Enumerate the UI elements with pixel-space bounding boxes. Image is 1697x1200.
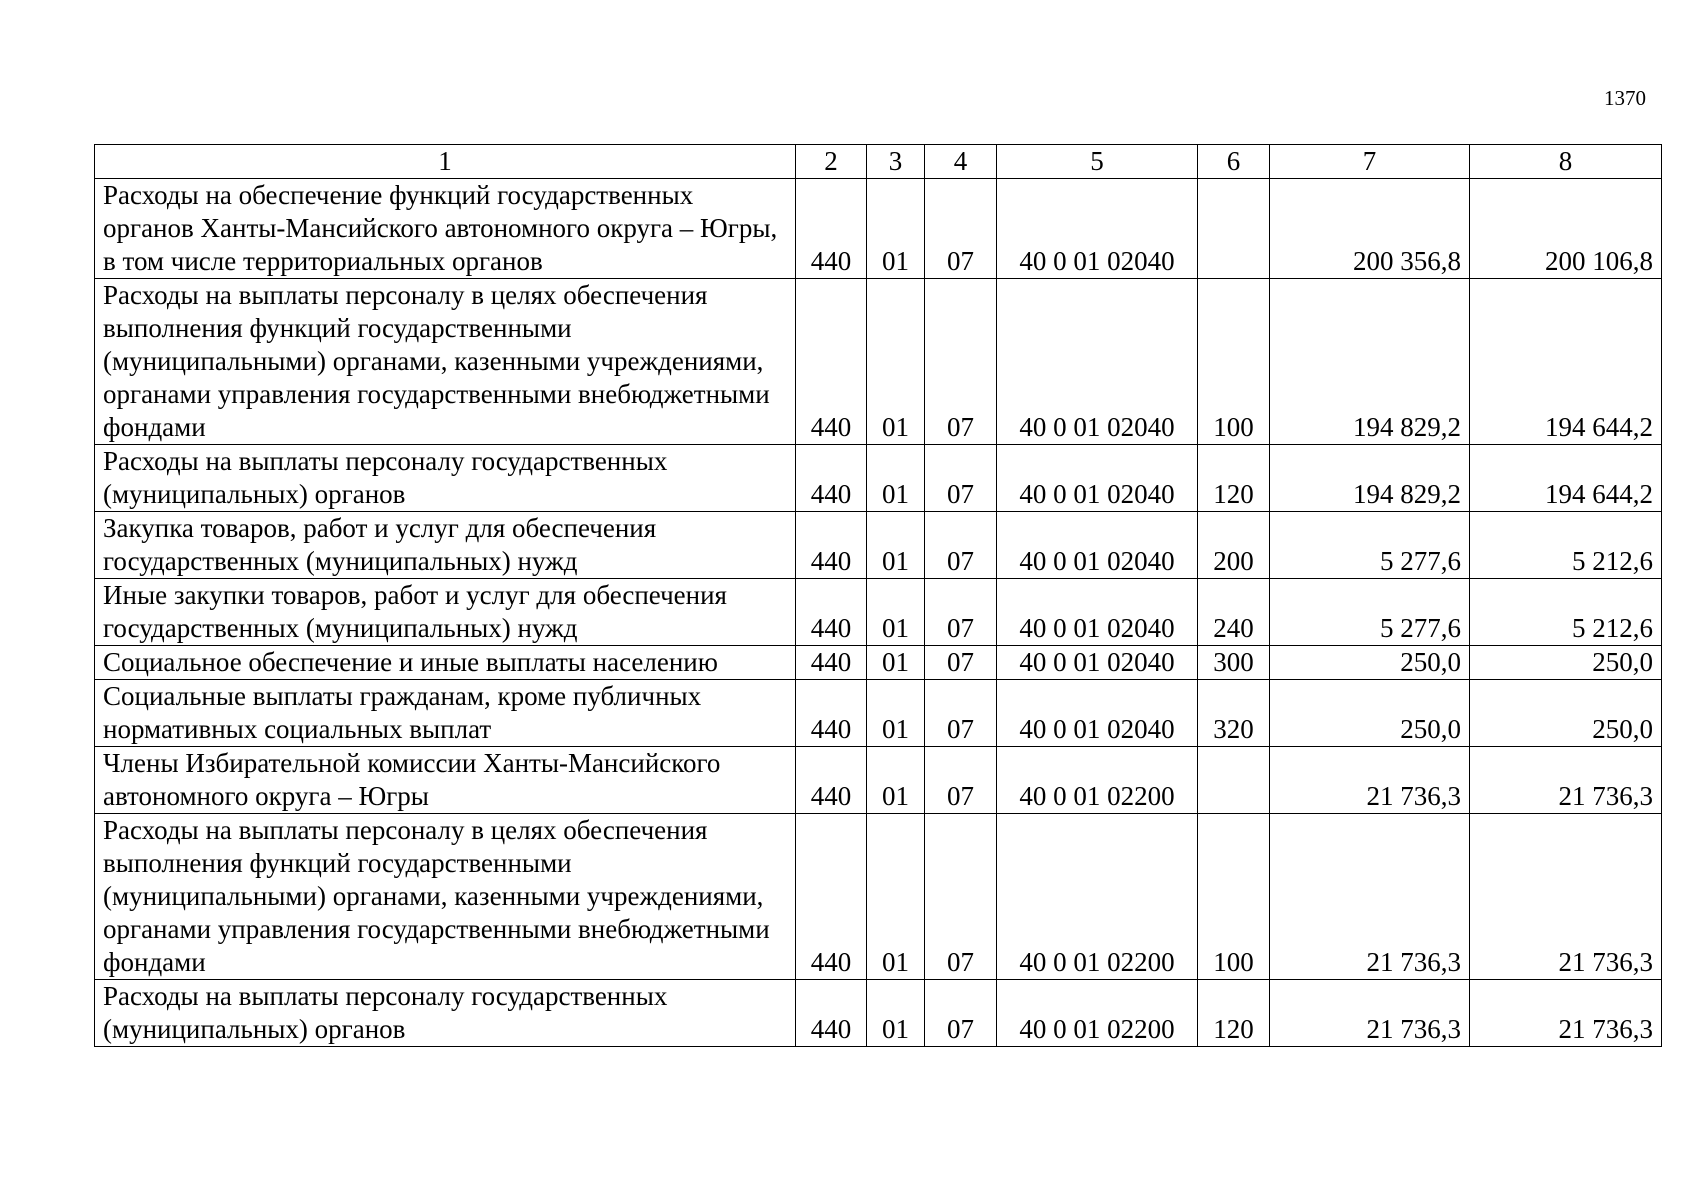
expense-name-cell: Расходы на выплаты персоналу государственных (муниципальных) органов	[95, 445, 796, 512]
ministry-code-cell: 440	[796, 279, 867, 445]
amount-col8-cell: 250,0	[1470, 646, 1662, 680]
table-row	[95, 814, 1662, 980]
column-header: 6	[1198, 145, 1270, 179]
section-code-cell: 01	[867, 680, 925, 747]
table-body	[95, 145, 1662, 1047]
expense-type-cell: 120	[1198, 980, 1270, 1047]
amount-col7-cell: 194 829,2	[1270, 445, 1470, 512]
amount-col8-cell: 21 736,3	[1470, 980, 1662, 1047]
amount-col7-cell: 21 736,3	[1270, 980, 1470, 1047]
expense-name-cell: Закупка товаров, работ и услуг для обеспечения государственных (муниципальных) нужд	[95, 512, 796, 579]
column-header: 2	[796, 145, 867, 179]
table-row	[95, 179, 1662, 279]
section-code-cell: 01	[867, 579, 925, 646]
ministry-code-cell: 440	[796, 579, 867, 646]
ministry-code-cell: 440	[796, 980, 867, 1047]
amount-col8-cell: 200 106,8	[1470, 179, 1662, 279]
target-article-cell: 40 0 01 02040	[997, 512, 1198, 579]
page-number: 1370	[1604, 86, 1646, 110]
table-row	[95, 680, 1662, 747]
expense-name-cell: Социальное обеспечение и иные выплаты населению	[95, 646, 796, 680]
target-article-cell: 40 0 01 02040	[997, 646, 1198, 680]
column-header: 1	[95, 145, 796, 179]
target-article-cell: 40 0 01 02040	[997, 179, 1198, 279]
subsection-code-cell: 07	[925, 445, 997, 512]
section-code-cell: 01	[867, 279, 925, 445]
amount-col8-cell: 5 212,6	[1470, 579, 1662, 646]
amount-col7-cell: 250,0	[1270, 646, 1470, 680]
expense-name-cell: Расходы на выплаты персоналу государственных (муниципальных) органов	[95, 980, 796, 1047]
subsection-code-cell: 07	[925, 646, 997, 680]
table-header-row	[95, 145, 1662, 179]
amount-col8-cell: 21 736,3	[1470, 814, 1662, 980]
target-article-cell: 40 0 01 02200	[997, 814, 1198, 980]
target-article-cell: 40 0 01 02040	[997, 279, 1198, 445]
amount-col7-cell: 21 736,3	[1270, 747, 1470, 814]
amount-col7-cell: 5 277,6	[1270, 579, 1470, 646]
column-header: 7	[1270, 145, 1470, 179]
table-row	[95, 512, 1662, 579]
table-row	[95, 980, 1662, 1047]
expense-type-cell	[1198, 747, 1270, 814]
target-article-cell: 40 0 01 02200	[997, 747, 1198, 814]
column-header: 3	[867, 145, 925, 179]
ministry-code-cell: 440	[796, 680, 867, 747]
ministry-code-cell: 440	[796, 512, 867, 579]
amount-col8-cell: 5 212,6	[1470, 512, 1662, 579]
expense-type-cell: 200	[1198, 512, 1270, 579]
section-code-cell: 01	[867, 747, 925, 814]
subsection-code-cell: 07	[925, 579, 997, 646]
subsection-code-cell: 07	[925, 279, 997, 445]
target-article-cell: 40 0 01 02200	[997, 980, 1198, 1047]
amount-col8-cell: 250,0	[1470, 680, 1662, 747]
expense-name-cell: Расходы на выплаты персоналу в целях обеспечения выполнения функций государственными (муниципальными) органами, казенными учреждениями, органами управления государственными внебюджетными фондами	[95, 814, 796, 980]
target-article-cell: 40 0 01 02040	[997, 445, 1198, 512]
section-code-cell: 01	[867, 445, 925, 512]
target-article-cell: 40 0 01 02040	[997, 680, 1198, 747]
amount-col7-cell: 250,0	[1270, 680, 1470, 747]
amount-col7-cell: 5 277,6	[1270, 512, 1470, 579]
ministry-code-cell: 440	[796, 814, 867, 980]
amount-col8-cell: 194 644,2	[1470, 445, 1662, 512]
subsection-code-cell: 07	[925, 747, 997, 814]
column-header: 4	[925, 145, 997, 179]
expense-name-cell: Расходы на выплаты персоналу в целях обеспечения выполнения функций государственными (муниципальными) органами, казенными учреждениями, органами управления государственными внебюджетными фондами	[95, 279, 796, 445]
expense-type-cell: 240	[1198, 579, 1270, 646]
budget-table	[94, 144, 1662, 1047]
amount-col7-cell: 194 829,2	[1270, 279, 1470, 445]
section-code-cell: 01	[867, 980, 925, 1047]
section-code-cell: 01	[867, 179, 925, 279]
subsection-code-cell: 07	[925, 179, 997, 279]
subsection-code-cell: 07	[925, 814, 997, 980]
ministry-code-cell: 440	[796, 445, 867, 512]
section-code-cell: 01	[867, 512, 925, 579]
section-code-cell: 01	[867, 814, 925, 980]
expense-type-cell: 100	[1198, 814, 1270, 980]
table-row	[95, 579, 1662, 646]
table-row	[95, 445, 1662, 512]
table-row	[95, 279, 1662, 445]
amount-col7-cell: 21 736,3	[1270, 814, 1470, 980]
expense-type-cell: 100	[1198, 279, 1270, 445]
subsection-code-cell: 07	[925, 512, 997, 579]
target-article-cell: 40 0 01 02040	[997, 579, 1198, 646]
expense-name-cell: Расходы на обеспечение функций государственных органов Ханты-Мансийского автономного округа – Югры, в том числе территориальных органов	[95, 179, 796, 279]
expense-type-cell: 320	[1198, 680, 1270, 747]
ministry-code-cell: 440	[796, 646, 867, 680]
amount-col8-cell: 194 644,2	[1470, 279, 1662, 445]
subsection-code-cell: 07	[925, 980, 997, 1047]
table-row	[95, 747, 1662, 814]
expense-name-cell: Члены Избирательной комиссии Ханты-Мансийского автономного округа – Югры	[95, 747, 796, 814]
expense-name-cell: Социальные выплаты гражданам, кроме публичных нормативных социальных выплат	[95, 680, 796, 747]
table-row	[95, 646, 1662, 680]
ministry-code-cell: 440	[796, 179, 867, 279]
amount-col8-cell: 21 736,3	[1470, 747, 1662, 814]
amount-col7-cell: 200 356,8	[1270, 179, 1470, 279]
expense-type-cell: 300	[1198, 646, 1270, 680]
expense-name-cell: Иные закупки товаров, работ и услуг для обеспечения государственных (муниципальных) нужд	[95, 579, 796, 646]
column-header: 5	[997, 145, 1198, 179]
column-header: 8	[1470, 145, 1662, 179]
ministry-code-cell: 440	[796, 747, 867, 814]
expense-type-cell: 120	[1198, 445, 1270, 512]
section-code-cell: 01	[867, 646, 925, 680]
expense-type-cell	[1198, 179, 1270, 279]
subsection-code-cell: 07	[925, 680, 997, 747]
